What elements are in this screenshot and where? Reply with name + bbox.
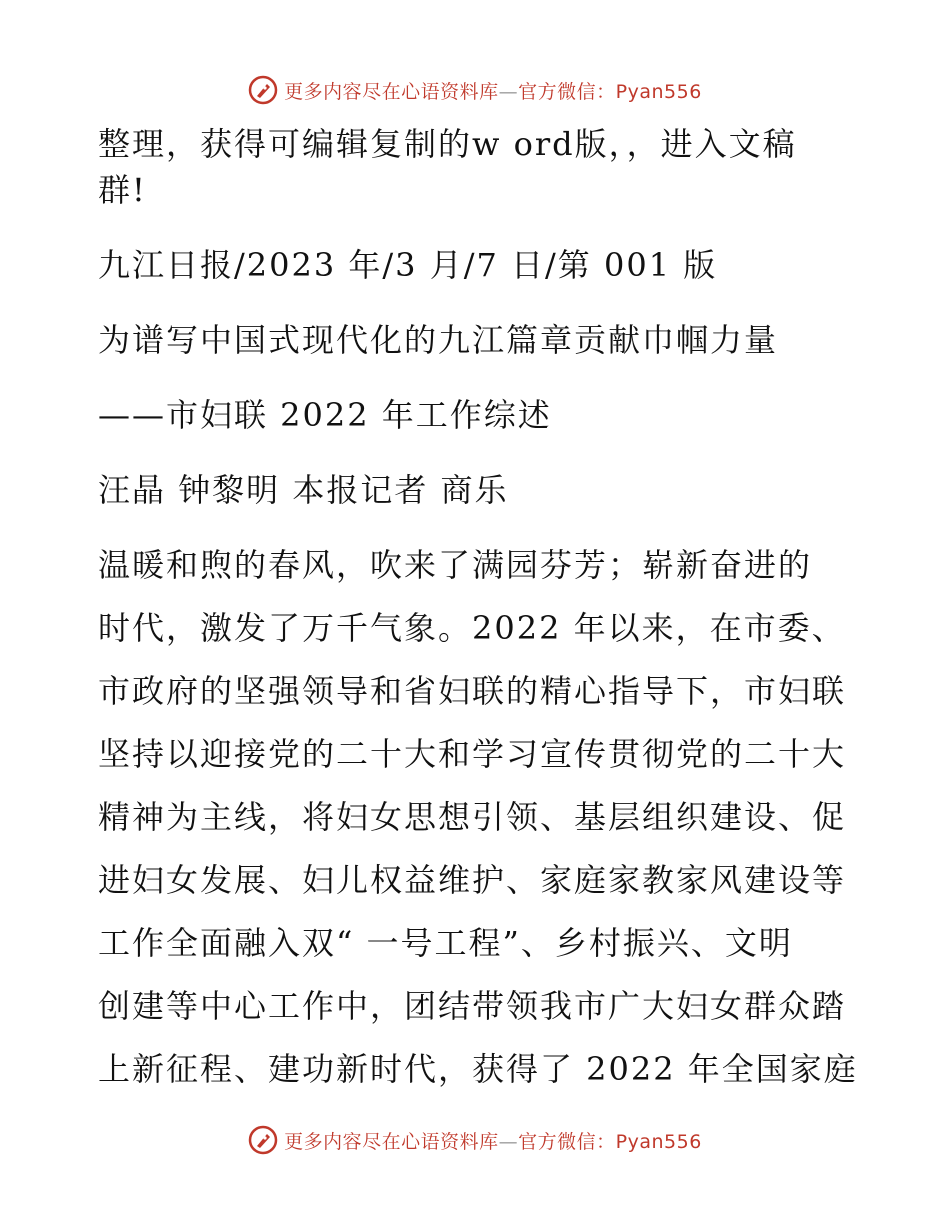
body-line-9: 上新征程、建功新时代，获得了 2022 年全国家庭	[98, 1050, 858, 1088]
body-line-7: 工作全面融入双“ 一号工程”、乡村振兴、文明	[98, 924, 793, 962]
footer-banner	[0, 1120, 950, 1160]
footer-banner-inner	[248, 1125, 702, 1155]
body-line-4: 坚持以迎接党的二十大和学习宣传贯彻党的二十大	[98, 735, 847, 773]
header-banner	[0, 70, 950, 110]
header-banner-inner	[248, 75, 702, 105]
body-line-6: 进妇女发展、妇儿权益维护、家庭家教家风建设等	[98, 861, 847, 899]
article-title: 为谱写中国式现代化的九江篇章贡献巾帼力量	[98, 321, 779, 359]
header-banner-text: 更多内容尽在心语资料库—官方微信：Pyan556	[284, 80, 702, 103]
intro-line-2: 群!	[98, 171, 147, 209]
article-authors: 汪晶 钟黎明 本报记者 商乐	[98, 471, 509, 509]
article-subtitle: ——市妇联 2022 年工作综述	[98, 396, 552, 434]
footer-banner-text: 更多内容尽在心语资料库—官方微信：Pyan556	[284, 1130, 702, 1153]
document-body	[98, 118, 858, 1088]
body-line-8: 创建等中心工作中，团结带领我市广大妇女群众踏	[98, 987, 847, 1025]
body-line-2: 时代，激发了万千气象。2022 年以来，在市委、	[98, 609, 846, 647]
pen-nib-logo-icon	[248, 75, 278, 105]
source-line: 九江日报/2023 年/3 月/7 日/第 001 版	[98, 246, 718, 284]
intro-line-1: 整理，获得可编辑复制的w ord版，，进入文稿	[98, 125, 797, 163]
pen-nib-logo-icon	[248, 1125, 278, 1155]
body-line-3: 市政府的坚强领导和省妇联的精心指导下，市妇联	[98, 672, 847, 710]
body-line-5: 精神为主线，将妇女思想引领、基层组织建设、促	[98, 798, 847, 836]
body-line-1: 温暖和煦的春风，吹来了满园芬芳；崭新奋进的	[98, 546, 813, 584]
